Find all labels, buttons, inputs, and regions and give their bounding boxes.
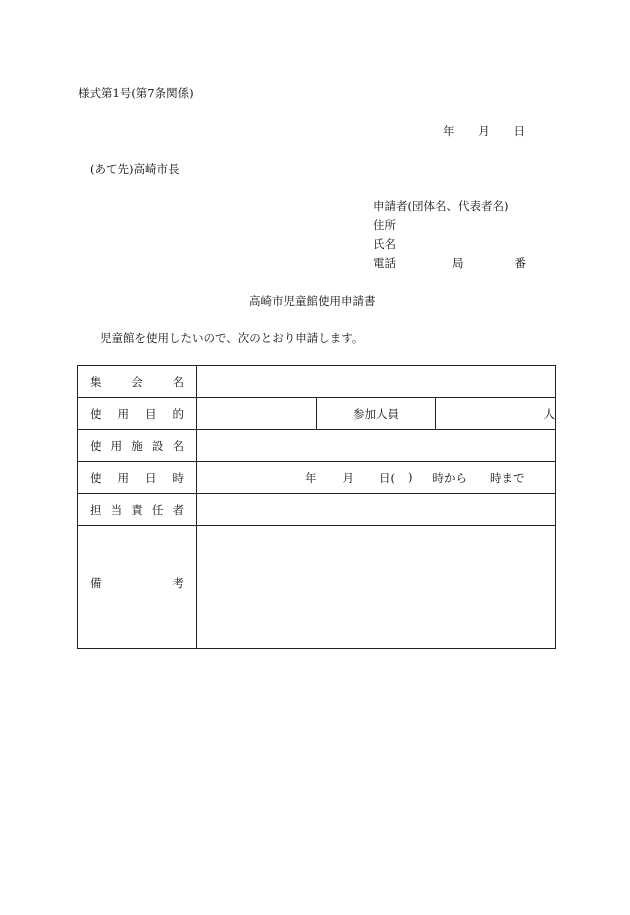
label-char: 任 bbox=[151, 502, 164, 517]
label-char: 目 bbox=[145, 406, 157, 421]
label-datetime bbox=[78, 462, 197, 494]
label-char: 名 bbox=[172, 374, 184, 389]
dt-month-label: 月 bbox=[342, 470, 354, 485]
purpose-field[interactable] bbox=[197, 398, 317, 430]
form-number: 様式第1号(第7条関係) bbox=[78, 86, 194, 100]
label-char: 的 bbox=[172, 406, 184, 421]
row-meeting-name bbox=[78, 366, 556, 398]
label-char: 施 bbox=[131, 438, 143, 453]
row-datetime bbox=[78, 462, 556, 494]
dt-close-paren: ) bbox=[408, 469, 413, 484]
participants-field[interactable] bbox=[436, 398, 556, 430]
application-table bbox=[77, 365, 556, 649]
label-facility bbox=[78, 430, 197, 462]
dt-year-label: 年 bbox=[305, 470, 317, 485]
label-char: 名 bbox=[172, 438, 184, 453]
label-char: 時 bbox=[172, 470, 184, 485]
label-char: 設 bbox=[151, 438, 164, 453]
dt-from-label: 時から bbox=[432, 470, 467, 485]
label-meeting-name bbox=[78, 366, 197, 398]
label-char: 当 bbox=[110, 502, 123, 517]
label-char: 使 bbox=[90, 406, 102, 421]
phone-number-label: 番 bbox=[514, 256, 526, 270]
row-remarks bbox=[78, 526, 556, 649]
label-remarks bbox=[78, 526, 197, 649]
phone-exchange-label: 局 bbox=[452, 256, 464, 270]
label-char: 備 bbox=[90, 576, 102, 590]
dt-to-label: 時まで bbox=[490, 470, 525, 485]
label-char: 会 bbox=[131, 374, 143, 389]
label-char: 用 bbox=[117, 406, 129, 421]
label-char: 日 bbox=[145, 470, 157, 485]
label-char: 者 bbox=[172, 502, 184, 517]
date-month-label: 月 bbox=[478, 124, 490, 138]
person-in-charge-field[interactable] bbox=[197, 494, 556, 526]
date-day-label: 日 bbox=[513, 124, 525, 138]
label-char: 使 bbox=[90, 470, 102, 485]
addressee: (あて先)高崎市長 bbox=[90, 162, 180, 176]
applicant-phone-line bbox=[373, 255, 526, 271]
facility-field[interactable] bbox=[197, 430, 556, 462]
date-line bbox=[443, 123, 525, 139]
label-char: 使 bbox=[90, 438, 102, 453]
date-year-label: 年 bbox=[443, 124, 455, 138]
label-purpose bbox=[78, 398, 197, 430]
label-char: 用 bbox=[110, 438, 123, 453]
applicant-address-label: 住所 bbox=[373, 218, 396, 232]
label-person-in-charge bbox=[78, 494, 197, 526]
applicant-title: 申請者(団体名、代表者名) bbox=[373, 199, 509, 213]
remarks-field[interactable] bbox=[197, 526, 556, 649]
row-purpose bbox=[78, 398, 556, 430]
intro-text: 児童館を使用したいので、次のとおり申請します。 bbox=[100, 331, 364, 345]
label-char: 考 bbox=[172, 576, 184, 590]
row-person-in-charge bbox=[78, 494, 556, 526]
row-facility bbox=[78, 430, 556, 462]
applicant-name-label: 氏名 bbox=[373, 237, 396, 251]
label-char: 集 bbox=[90, 374, 102, 389]
applicant-phone-label: 電話 bbox=[373, 256, 396, 270]
meeting-name-field[interactable] bbox=[197, 366, 556, 398]
dt-day-label: 日( bbox=[379, 470, 395, 485]
label-char: 担 bbox=[90, 502, 102, 517]
label-char: 用 bbox=[117, 470, 129, 485]
datetime-field[interactable] bbox=[197, 462, 556, 494]
participants-unit: 人 bbox=[543, 406, 555, 421]
participants-label: 参加人員 bbox=[316, 398, 436, 430]
label-char: 責 bbox=[131, 502, 143, 517]
document-title: 高崎市児童館使用申請書 bbox=[249, 294, 376, 308]
